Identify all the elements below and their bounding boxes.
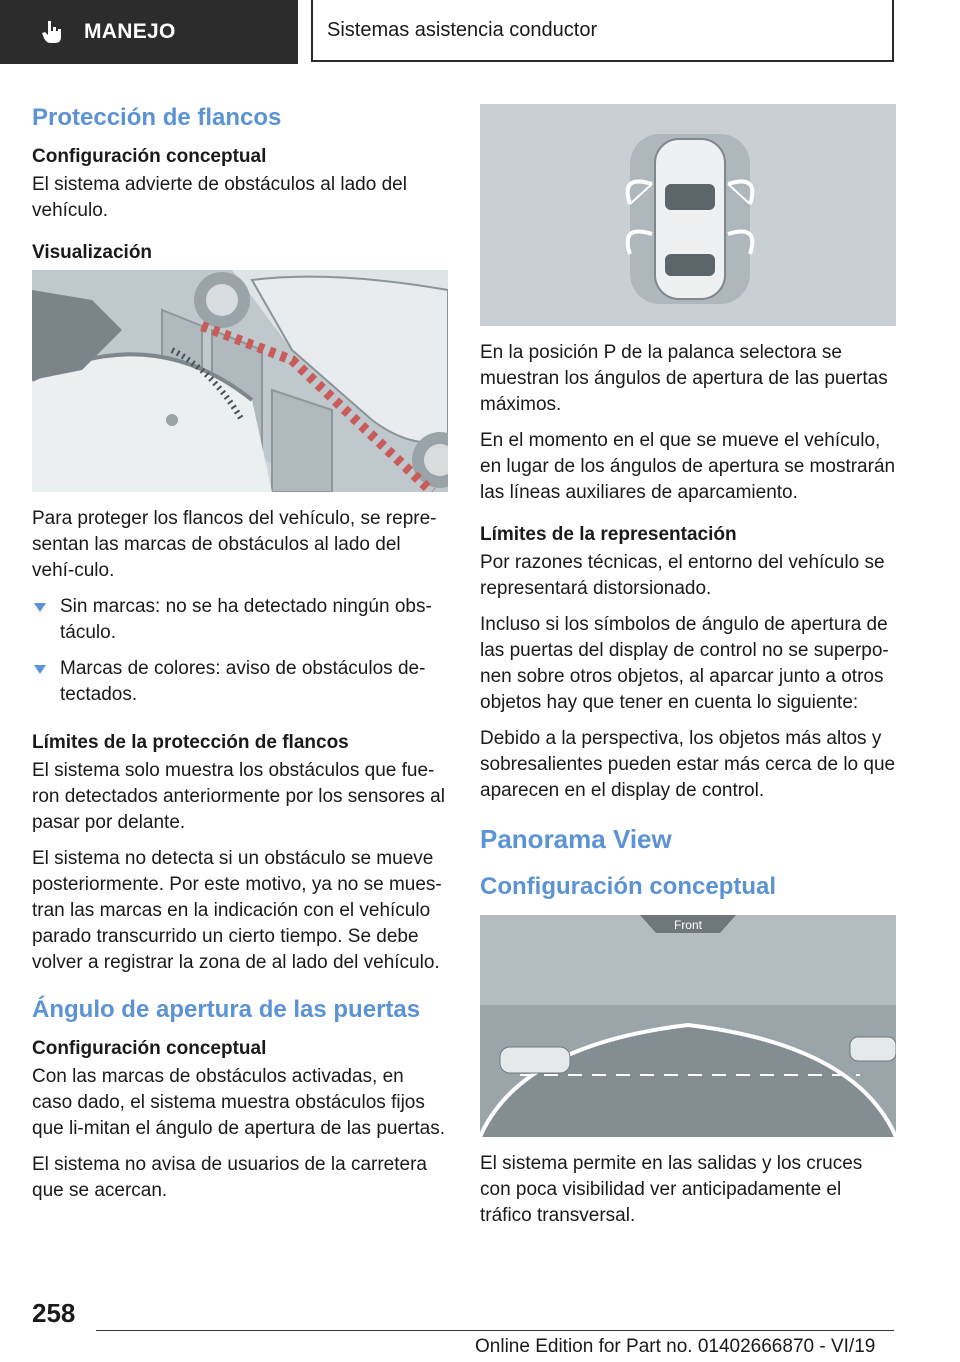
heading-door-angle: Ángulo de apertura de las puertas (32, 996, 421, 1023)
triangle-bullet-icon (34, 665, 46, 674)
paragraph-limits-3: Debido a la perspectiva, los objetos más altos y sobresalientes pueden estar más cerca de lo que aparecen en el display de control. (480, 728, 896, 801)
paragraph-door-3: En la posición P de la palanca selectora se muestran los ángulos de apertura de las puertas máximos. (480, 342, 888, 415)
subheading-flank-limits: Límites de la protección de flancos (32, 732, 349, 753)
right-column (480, 104, 896, 1239)
hand-steering-icon (40, 19, 64, 45)
section-title: MANEJO (84, 20, 176, 43)
paragraph-panorama: El sistema permite en las salidas y los cruces con poca visibilidad ver anticipadamente el tráfico transversal. (480, 1153, 863, 1226)
heading-panorama-concept: Configuración conceptual (480, 873, 777, 900)
paragraph-door-2: El sistema no avisa de usuarios de la carretera que se acercan. (32, 1154, 427, 1201)
list-item: Marcas de colores: aviso de obstáculos de-tectados. (32, 656, 448, 708)
footer-divider (96, 1330, 894, 1331)
subheading-representation-limits: Límites de la representación (480, 524, 737, 545)
paragraph-door-1: Con las marcas de obstáculos activadas, en caso dado, el sistema muestra obstáculos fijos que li-mitan el ángulo de apertura de las puertas. (32, 1066, 445, 1139)
paragraph-flank-limits-1: El sistema solo muestra los obstáculos que fue-ron detectados anteriormente por los sensores al pasar por delante. (32, 760, 445, 833)
left-column (32, 100, 448, 1214)
subheading-flank-display: Visualización (32, 242, 153, 263)
chapter-header (311, 0, 894, 62)
subheading-flank-concept: Configuración conceptual (32, 146, 267, 167)
door-angle-illustration (480, 104, 896, 326)
page-number: 258 (32, 1298, 76, 1328)
heading-panorama-view: Panorama View (480, 824, 672, 854)
paragraph-limits-2: Incluso si los símbolos de ángulo de apertura de las puertas del display de control no se superpo-nen sobre otros objetos, al aparcar junto a otros objetos hay que tener en cuenta lo siguiente: (480, 614, 889, 713)
heading-flank-protection: Protección de flancos (32, 104, 282, 131)
flank-protection-illustration (32, 270, 448, 492)
subheading-door-concept: Configuración conceptual (32, 1038, 267, 1059)
paragraph-limits-1: Por razones técnicas, el entorno del vehículo se representará distorsionado. (480, 552, 885, 599)
list-item: Sin marcas: no se ha detectado ningún obs-táculo. (32, 594, 448, 646)
section-tab (0, 0, 298, 64)
paragraph-door-4: En el momento en el que se mueve el vehículo, en lugar de los ángulos de apertura se mostrarán las líneas auxiliares de aparcamiento. (480, 430, 896, 503)
paragraph-flank-limits-2: El sistema no detecta si un obstáculo se mueve posteriormente. Por este motivo, ya no se mues-tran las marcas en la indicación con el vehículo parado transcurrido un cierto tiempo. Se debe volver a registrar la zona de al lado del vehículo. (32, 848, 442, 973)
front-label: Front (673, 918, 703, 932)
chapter-title: Sistemas asistencia conductor (327, 18, 598, 41)
panorama-view-illustration (480, 915, 896, 1137)
edition-note: Online Edition for Part no. 01402666870 - VI/19 (475, 1336, 876, 1357)
paragraph-flank-concept: El sistema advierte de obstáculos al lado del vehículo. (32, 174, 407, 221)
bullet-list (32, 594, 448, 708)
paragraph-flank-display: Para proteger los flancos del vehículo, se repre-sentan las marcas de obstáculos al lado del vehí-culo. (32, 508, 437, 581)
triangle-bullet-icon (34, 603, 46, 612)
